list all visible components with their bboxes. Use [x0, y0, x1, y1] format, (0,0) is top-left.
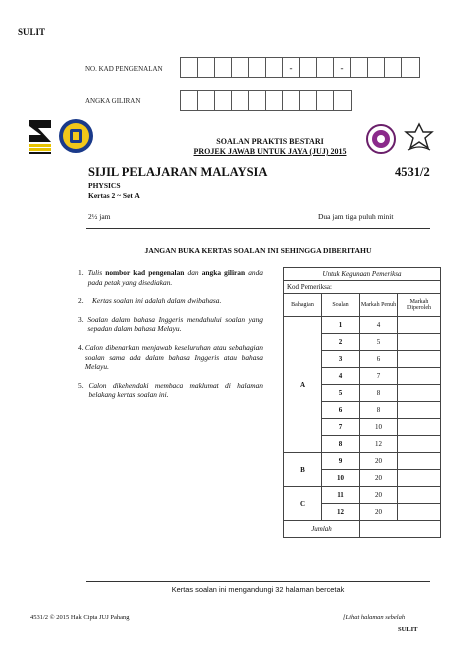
ic-digit-box[interactable] [266, 58, 283, 77]
question-cell: 12 [322, 504, 360, 521]
index-number-boxes[interactable] [180, 90, 352, 111]
instruction-text [85, 343, 263, 372]
instruction-fragment: Soalan dalam bahasa Inggeris mendahului soalan yang sepadan dalam bahasa Melayu. [87, 314, 263, 334]
obtained-marks-cell[interactable] [398, 317, 441, 334]
obtained-marks-cell[interactable] [398, 334, 441, 351]
instruction-fragment: Calon dibenarkan menjawab keseluruhan atau sebahagian soalan sama ada dalam bahasa Inggeris atau bahasa Melayu. [84, 342, 263, 372]
instruction-fragment: Calon dikehendaki membaca maklumat di halaman belakang kertas soalan ini. [88, 380, 263, 400]
subject-label: PHYSICS [88, 181, 121, 190]
section-cell: C [284, 487, 322, 521]
obtained-marks-cell[interactable] [398, 402, 441, 419]
full-marks-cell: 7 [360, 368, 398, 385]
ic-digit-box[interactable]: - [283, 58, 300, 77]
obtained-marks-cell[interactable] [398, 436, 441, 453]
index-digit-box[interactable] [317, 91, 334, 110]
question-cell: 10 [322, 470, 360, 487]
header-soalan: Soalan [322, 294, 360, 317]
instruction-text [88, 381, 263, 400]
instruction-number: 3. [78, 314, 84, 324]
copyright-footer: 4531/2 © 2015 Hak Cipta JUJ Pahang [30, 614, 130, 621]
obtained-marks-cell[interactable] [398, 419, 441, 436]
examiner-table [283, 267, 441, 538]
question-cell: 9 [322, 453, 360, 470]
ic-digit-box[interactable] [249, 58, 266, 77]
instruction-text [87, 315, 263, 334]
obtained-marks-cell[interactable] [398, 470, 441, 487]
question-cell: 8 [322, 436, 360, 453]
table-row [284, 453, 441, 470]
sulit-label-top: SULIT [18, 27, 46, 37]
ic-number-boxes[interactable] [180, 57, 420, 78]
full-marks-cell: 20 [360, 487, 398, 504]
ic-digit-box[interactable] [215, 58, 232, 77]
paper-code: 4531/2 [395, 165, 430, 179]
header-bahagian: Bahagian [284, 294, 322, 317]
obtained-marks-cell[interactable] [398, 385, 441, 402]
ic-digit-box[interactable] [317, 58, 334, 77]
question-cell: 7 [322, 419, 360, 436]
divider-bottom [86, 581, 430, 582]
yayasan-pahang-logo [26, 118, 54, 156]
full-marks-cell: 4 [360, 317, 398, 334]
ic-digit-box[interactable] [300, 58, 317, 77]
obtained-marks-cell[interactable] [398, 453, 441, 470]
instruction-text [88, 268, 263, 287]
index-digit-box[interactable] [198, 91, 215, 110]
total-label: Jumlah [284, 521, 360, 538]
instruction-item [78, 296, 263, 306]
instruction-number: 4. [78, 342, 84, 352]
question-cell: 11 [322, 487, 360, 504]
instruction-emphasis: angka giliran [201, 268, 246, 277]
question-cell: 6 [322, 402, 360, 419]
index-number-label: ANGKA GILIRAN [85, 97, 141, 105]
full-marks-cell: 8 [360, 402, 398, 419]
full-marks-cell: 20 [360, 470, 398, 487]
index-digit-box[interactable] [300, 91, 317, 110]
duration-long: Dua jam tiga puluh minit [318, 212, 394, 221]
index-digit-box[interactable] [283, 91, 300, 110]
examiner-table-title: Untuk Kegunaan Pemeriksa [284, 268, 441, 281]
ic-digit-box[interactable] [402, 58, 419, 77]
question-cell: 5 [322, 385, 360, 402]
question-cell: 4 [322, 368, 360, 385]
instruction-emphasis: nombor kad pengenalan [105, 268, 185, 277]
instruction-text [92, 296, 221, 306]
page-count-note: Kertas soalan ini mengandungi 32 halaman bercetak [171, 585, 345, 594]
full-marks-cell: 10 [360, 419, 398, 436]
full-marks-cell: 12 [360, 436, 398, 453]
duration-short: 2½ jam [88, 212, 111, 221]
sulit-label-bottom: SULIT [398, 626, 418, 633]
total-cell[interactable] [360, 521, 441, 538]
full-marks-cell: 20 [360, 453, 398, 470]
index-digit-box[interactable] [334, 91, 351, 110]
obtained-marks-cell[interactable] [398, 487, 441, 504]
index-digit-box[interactable] [232, 91, 249, 110]
instruction-number: 1. [78, 268, 84, 277]
ic-digit-box[interactable] [351, 58, 368, 77]
instruction-item [78, 343, 263, 372]
instruction-item [78, 381, 263, 400]
instruction-item [78, 268, 263, 287]
index-digit-box[interactable] [181, 91, 198, 110]
table-row [284, 487, 441, 504]
obtained-marks-cell[interactable] [398, 351, 441, 368]
header-markah-penuh: Markah Penuh [360, 294, 398, 317]
exam-title: SIJIL PELAJARAN MALAYSIA [88, 165, 268, 179]
instructions-list [78, 268, 263, 409]
ic-digit-box[interactable] [232, 58, 249, 77]
next-page-note: [Lihat halaman sebelah [343, 614, 406, 621]
question-cell: 2 [322, 334, 360, 351]
paper-label: Kertas 2 ~ Set A [88, 191, 140, 200]
instruction-number: 2. [78, 296, 84, 306]
ic-digit-box[interactable] [385, 58, 402, 77]
header-markah-diperoleh: Markah Diperoleh [398, 294, 441, 317]
do-not-open-warning: JANGAN BUKA KERTAS SOALAN INI SEHINGGA DIBERITAHU [144, 246, 372, 255]
full-marks-cell: 5 [360, 334, 398, 351]
full-marks-cell: 20 [360, 504, 398, 521]
ic-number-label: NO. KAD PENGENALAN [85, 65, 163, 73]
index-digit-box[interactable] [215, 91, 232, 110]
juj-title: PROJEK JAWAB UNTUK JAYA (JUJ) 2015 [193, 147, 347, 156]
full-marks-cell: 6 [360, 351, 398, 368]
question-cell: 1 [322, 317, 360, 334]
instruction-fragment: Tulis [87, 268, 106, 277]
ic-digit-box[interactable] [198, 58, 215, 77]
ic-digit-box[interactable] [368, 58, 385, 77]
question-cell: 3 [322, 351, 360, 368]
index-digit-box[interactable] [266, 91, 283, 110]
instruction-fragment: dan [184, 268, 202, 277]
divider-top [86, 228, 430, 229]
instruction-fragment: Kertas soalan ini adalah dalam dwibahasa. [92, 296, 222, 306]
obtained-marks-cell[interactable] [398, 368, 441, 385]
obtained-marks-cell[interactable] [398, 504, 441, 521]
education-dept-emblem [402, 122, 436, 154]
ic-digit-box[interactable] [181, 58, 198, 77]
ic-digit-box[interactable]: - [334, 58, 351, 77]
section-cell: B [284, 453, 322, 487]
full-marks-cell: 8 [360, 385, 398, 402]
state-crest-logo [58, 118, 94, 154]
table-row [284, 317, 441, 334]
examiner-table-wrap [283, 267, 441, 538]
examiner-code-field[interactable]: Kod Pemeriksa: [284, 281, 441, 294]
index-digit-box[interactable] [249, 91, 266, 110]
praktis-title: SOALAN PRAKTIS BESTARI [216, 137, 324, 146]
instruction-number: 5. [78, 380, 84, 390]
instruction-fragment: anda pada petak yang disediakan. [87, 268, 263, 287]
instruction-item [78, 315, 263, 334]
section-cell: A [284, 317, 322, 453]
